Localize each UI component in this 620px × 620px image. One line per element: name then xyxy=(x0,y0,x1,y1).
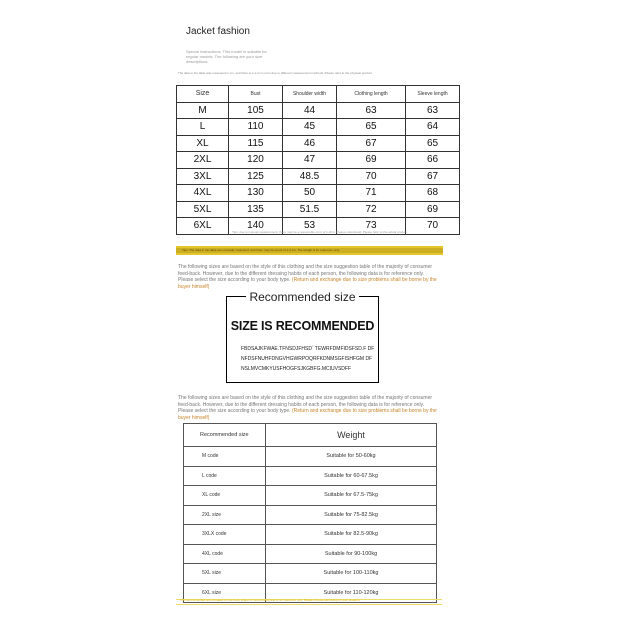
yellow-banner xyxy=(176,246,443,255)
cell-weight-range: Suitable for 100-110kg xyxy=(266,564,437,584)
cell-shoulder: 46 xyxy=(283,135,337,152)
cell-bust: 130 xyxy=(229,185,283,202)
header-recommended-size: Recommended size xyxy=(184,424,266,447)
stripe-line xyxy=(176,604,442,605)
cell-clothing-length: 73 xyxy=(337,218,406,235)
cell-sleeve-length: 69 xyxy=(406,201,460,218)
recommended-size-codes: FBDSAJKFWAE.TFNSDJFHSD´ TEWRFDMFIDSFSD.F DFNFDSFNUHFDNGVHGWRPOQRFKDNMSGFISHFGM DFNSLMVCMKYUSFHOGFSJKGBFG.MCIUVSDFF xyxy=(241,346,375,372)
header-clothing-length: Clothing length xyxy=(337,86,406,103)
cell-size-code: 2XL size xyxy=(184,505,266,525)
cell-size: M xyxy=(177,102,229,119)
cell-sleeve-length: 66 xyxy=(406,152,460,169)
header-size: Size xyxy=(177,86,229,103)
header-weight: Weight xyxy=(266,424,437,447)
table-row xyxy=(177,201,460,218)
cell-size: XL xyxy=(177,135,229,152)
cell-size: 6XL xyxy=(177,218,229,235)
cell-weight-range: Suitable for 67.5-75kg xyxy=(266,486,437,506)
weight-recommendation-table xyxy=(183,423,437,603)
cell-sleeve-length: 65 xyxy=(406,135,460,152)
special-instructions: Special instructions: This model is suitable for regular models. The following are your size descriptions. xyxy=(186,49,267,64)
cell-size-code: XL code xyxy=(184,486,266,506)
cell-shoulder: 50 xyxy=(283,185,337,202)
table-row xyxy=(184,525,437,545)
size-chart-table xyxy=(176,85,460,235)
cell-size-code: 5XL size xyxy=(184,564,266,584)
cell-weight-range: Suitable for 60-67.5kg xyxy=(266,466,437,486)
cell-bust: 115 xyxy=(229,135,283,152)
yellow-banner-text: Tips: The data in the table are manually measured, and there may be errors of 1-3 cm. The weight is for reference only. xyxy=(182,248,340,252)
cell-weight-range: Suitable for 110-120kg xyxy=(266,583,437,603)
table-row xyxy=(177,185,460,202)
recommended-size-heading: SIZE IS RECOMMENDED xyxy=(230,319,375,333)
cell-sleeve-length: 63 xyxy=(406,102,460,119)
header-bust: Bust xyxy=(229,86,283,103)
cell-weight-range: Suitable for 82.5-90kg xyxy=(266,525,437,545)
cell-weight-range: Suitable for 90-100kg xyxy=(266,544,437,564)
cell-size: L xyxy=(177,119,229,136)
table-row xyxy=(184,544,437,564)
cell-size-code: 3XLX code xyxy=(184,525,266,545)
cell-clothing-length: 72 xyxy=(337,201,406,218)
table-row xyxy=(177,119,460,136)
table-row xyxy=(177,102,460,119)
table-row xyxy=(184,564,437,584)
cell-clothing-length: 67 xyxy=(337,135,406,152)
cell-size: 2XL xyxy=(177,152,229,169)
size-chart-header-row xyxy=(177,86,460,103)
table-row xyxy=(177,168,460,185)
cell-bust: 120 xyxy=(229,152,283,169)
measurement-disclaimer: The data in the table was measured in cm, and there is a 1-3 cm error due to different measurement methods. Please refer to the physical product. xyxy=(178,71,373,75)
weight-table-header-row xyxy=(184,424,437,447)
cell-size-code: L code xyxy=(184,466,266,486)
cell-clothing-length: 70 xyxy=(337,168,406,185)
cell-bust: 140 xyxy=(229,218,283,235)
size-advice-warning: (Return and exchange due to size problems shall be borne by the buyer himself) xyxy=(178,408,437,421)
header-shoulder-width: Shoulder width xyxy=(283,86,337,103)
cell-shoulder: 53 xyxy=(283,218,337,235)
cell-size: 4XL xyxy=(177,185,229,202)
cell-sleeve-length: 64 xyxy=(406,119,460,136)
cell-shoulder: 45 xyxy=(283,119,337,136)
cell-shoulder: 48.5 xyxy=(283,168,337,185)
cell-bust: 110 xyxy=(229,119,283,136)
cell-shoulder: 44 xyxy=(283,102,337,119)
size-advice-text: The following sizes are based on the style of this clothing and the size suggestion table of the majority of consumer feed-back. However, due to the different dressing habits of each person, the following data is for reference only. Please select the size according to your body type. xyxy=(178,395,433,414)
cell-bust: 105 xyxy=(229,102,283,119)
cell-size: 5XL xyxy=(177,201,229,218)
cell-size-code: 6XL size xyxy=(184,583,266,603)
size-advice-warning: (Return and exchange due to size problems shall be borne by the buyer himself) xyxy=(178,277,437,290)
table-row xyxy=(177,152,460,169)
cell-size: 3XL xyxy=(177,168,229,185)
cell-sleeve-length: 67 xyxy=(406,168,460,185)
cell-clothing-length: 71 xyxy=(337,185,406,202)
cell-shoulder: 47 xyxy=(283,152,337,169)
page-title: Jacket fashion xyxy=(186,26,250,37)
cell-sleeve-length: 68 xyxy=(406,185,460,202)
cell-clothing-length: 69 xyxy=(337,152,406,169)
recommended-size-box xyxy=(226,290,379,383)
table-row xyxy=(184,505,437,525)
size-advice-paragraph xyxy=(178,264,440,290)
measurement-note: Tips: due to manual measurement, there may be a reasonable error of 1-3cm. Please understand. Please refer to the actual product. xyxy=(232,230,408,234)
cell-clothing-length: 65 xyxy=(337,119,406,136)
cell-bust: 135 xyxy=(229,201,283,218)
cell-weight-range: Suitable for 75-82.5kg xyxy=(266,505,437,525)
cell-shoulder: 51.5 xyxy=(283,201,337,218)
size-advice-text: The following sizes are based on the style of this clothing and the size suggestion table of the majority of consumer feed-back. However, due to the different dressing habits of each person, the following data is for reference only. Please select the size according to your body type. xyxy=(178,264,433,283)
cell-size-code: M code xyxy=(184,447,266,467)
cell-size-code: 4XL code xyxy=(184,544,266,564)
cell-clothing-length: 63 xyxy=(337,102,406,119)
table-row xyxy=(184,447,437,467)
table-row xyxy=(184,466,437,486)
bottom-note-stripe xyxy=(176,598,442,606)
cell-sleeve-length: 70 xyxy=(406,218,460,235)
cell-bust: 125 xyxy=(229,168,283,185)
cell-weight-range: Suitable for 50-60kg xyxy=(266,447,437,467)
table-row xyxy=(177,135,460,152)
header-sleeve-length: Sleeve length xyxy=(406,86,460,103)
recommended-size-title: Recommended size xyxy=(249,290,356,304)
bottom-note-text: The recommended size is based on the body shape of most people and is for reference only. Please choose according to your situation. xyxy=(180,598,361,602)
size-advice-paragraph xyxy=(178,395,440,421)
table-row xyxy=(184,486,437,506)
